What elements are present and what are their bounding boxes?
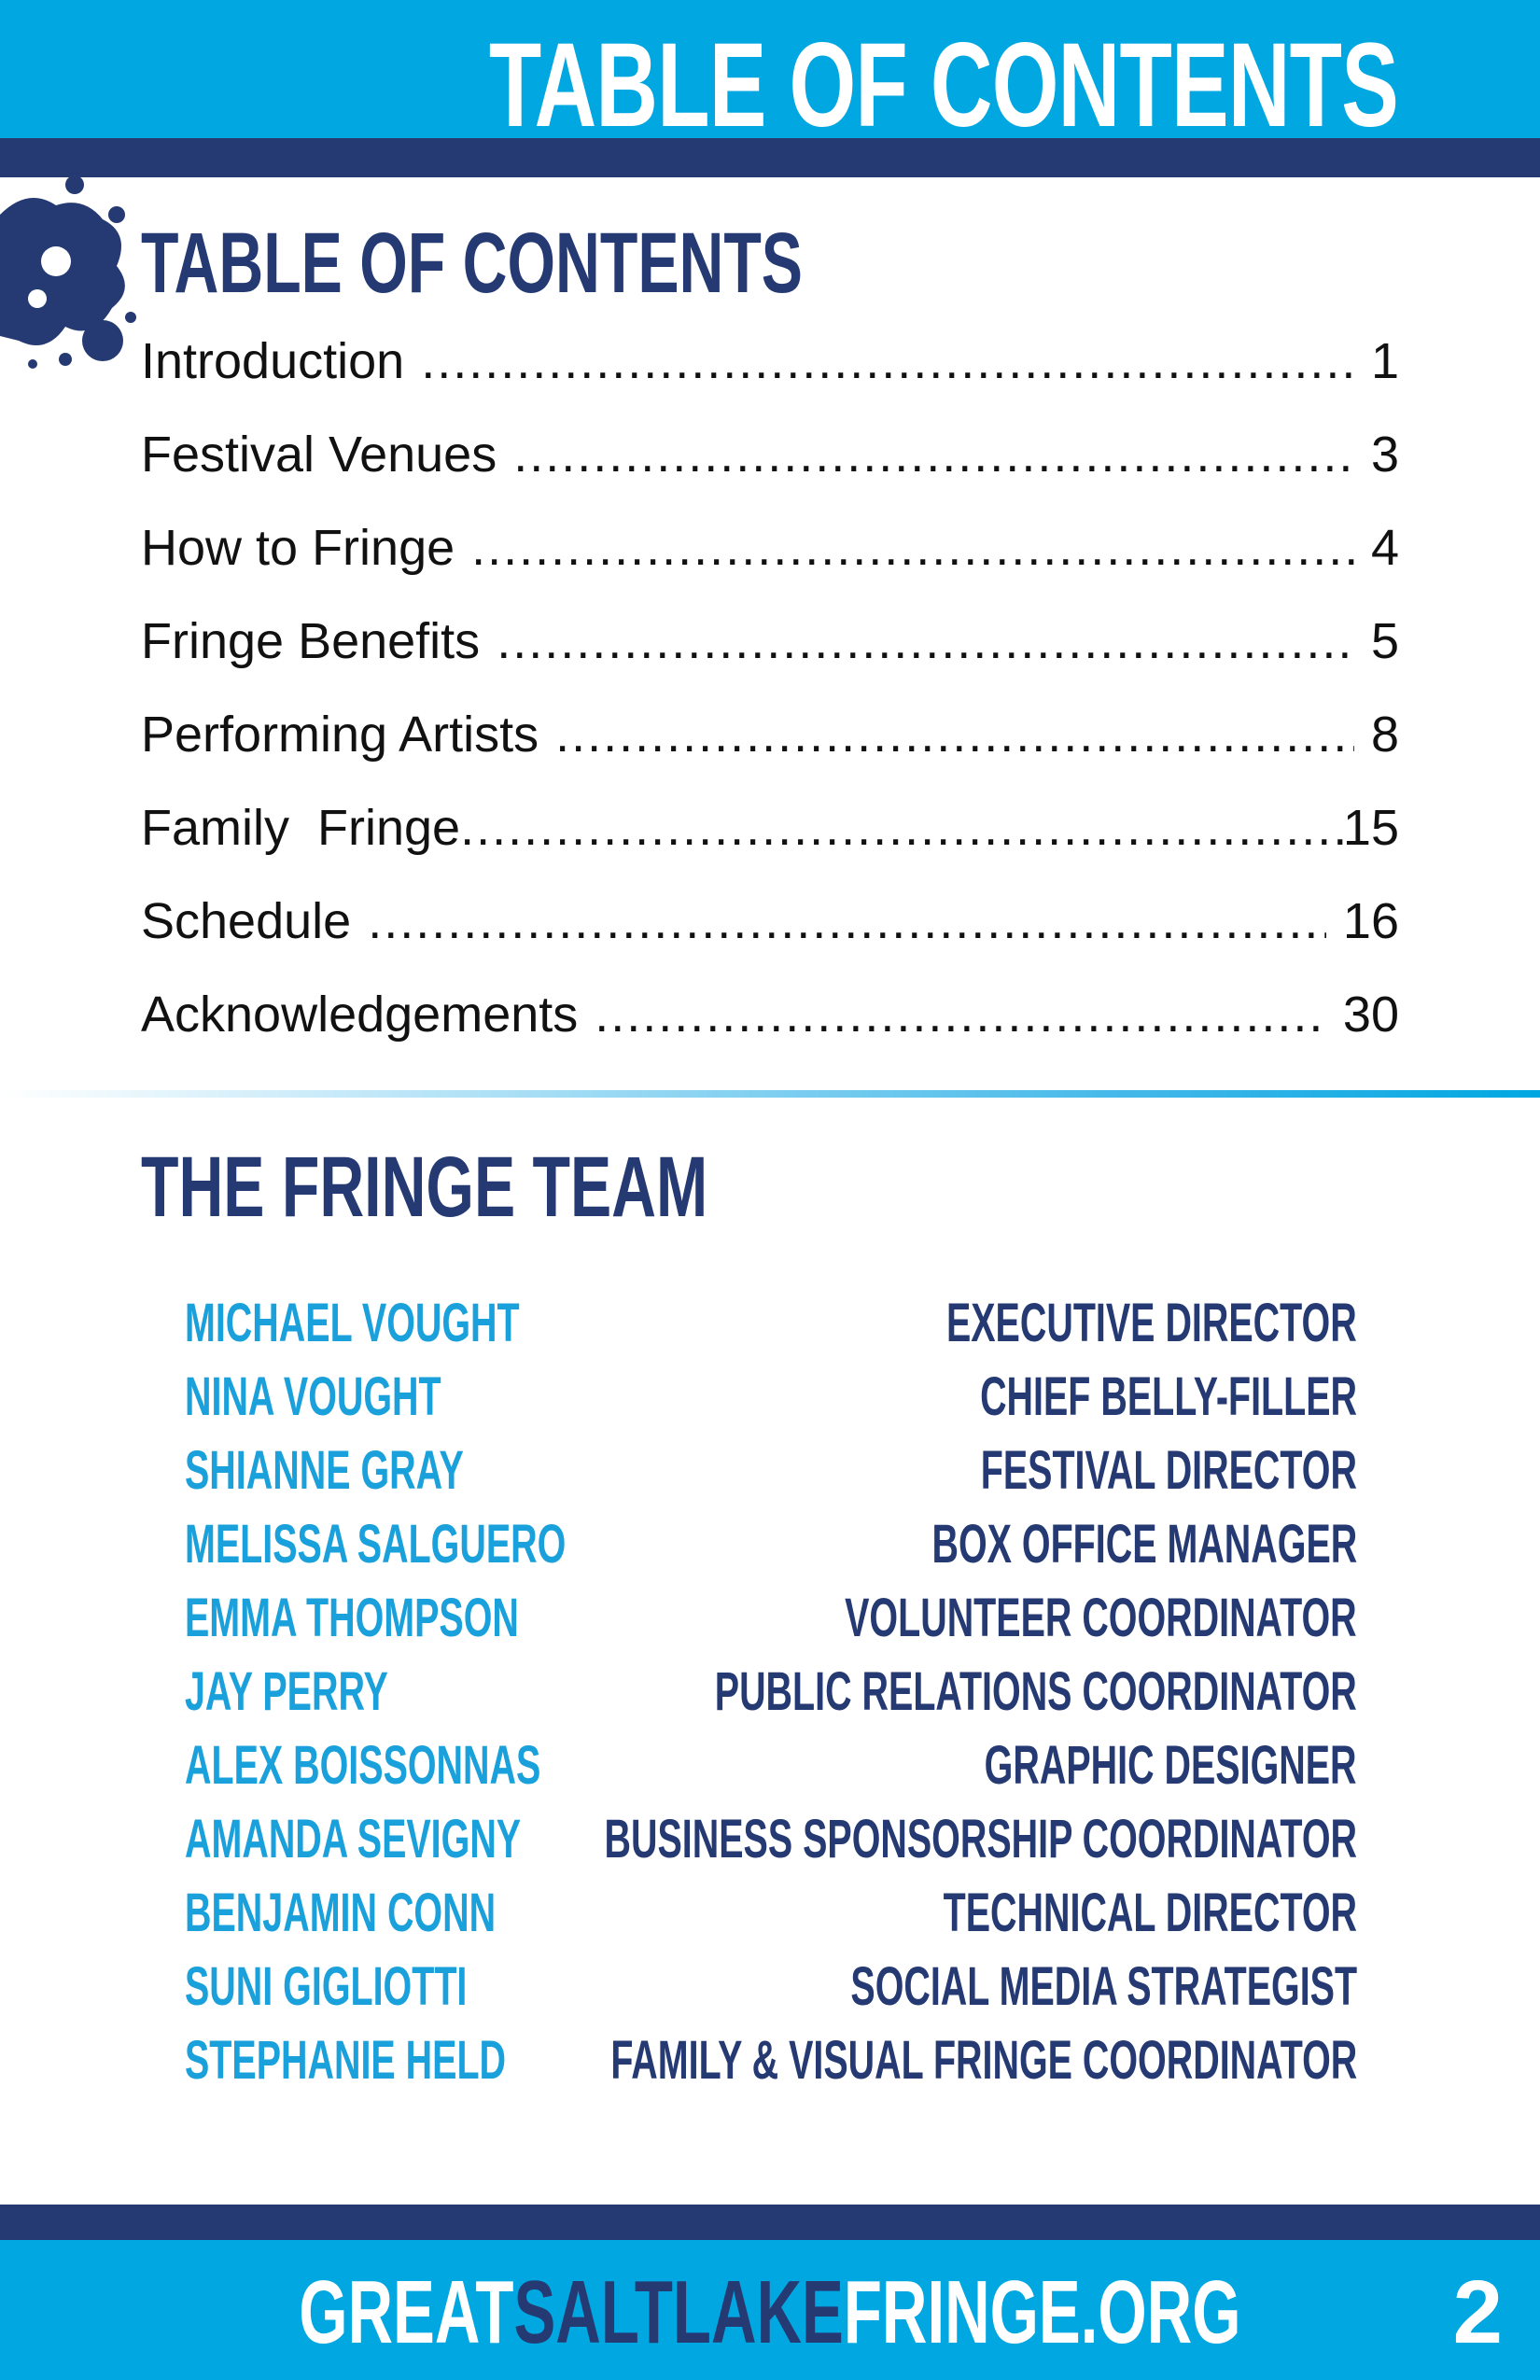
team-heading: THE FRINGE TEAM xyxy=(141,1140,708,1235)
member-name: NINA VOUGHT xyxy=(185,1366,441,1427)
member-role: BOX OFFICE MANAGER xyxy=(931,1514,1357,1575)
toc-label: Festival Venues xyxy=(141,427,497,483)
toc-leader xyxy=(497,609,1354,674)
member-name: EMMA THOMPSON xyxy=(185,1588,519,1648)
member-role: VOLUNTEER COORDINATOR xyxy=(845,1588,1357,1648)
toc-entry-family-fringe[interactable] xyxy=(141,795,1399,889)
url-part-saltlake: SALTLAKE xyxy=(513,2262,844,2362)
member-name: MELISSA SALGUERO xyxy=(185,1514,567,1575)
member-name: SHIANNE GRAY xyxy=(185,1440,464,1501)
paint-splatter-icon xyxy=(0,177,140,373)
toc-leader xyxy=(368,889,1326,954)
member-role: FAMILY & VISUAL FRINGE COORDINATOR xyxy=(610,2030,1357,2091)
toc-leader xyxy=(595,982,1326,1047)
toc-page-number: 16 xyxy=(1342,893,1399,949)
member-role: SOCIAL MEDIA STRATEGIST xyxy=(850,1956,1357,2017)
member-role: TECHNICAL DIRECTOR xyxy=(943,1883,1357,1943)
url-part-fringe: FRINGE.ORG xyxy=(843,2262,1241,2362)
toc-page-number: 3 xyxy=(1370,427,1399,483)
toc-entry-fringe-benefits[interactable] xyxy=(141,609,1399,702)
toc-entry-performing-artists[interactable] xyxy=(141,702,1399,795)
member-name: SUNI GIGLIOTTI xyxy=(185,1956,468,2017)
toc-page-number: 15 xyxy=(1342,800,1399,856)
team-member xyxy=(185,1434,1357,1507)
member-role: BUSINESS SPONSORSHIP COORDINATOR xyxy=(604,1809,1357,1869)
team-member xyxy=(185,1581,1357,1655)
footer-stripe xyxy=(0,2205,1540,2240)
member-role: FESTIVAL DIRECTOR xyxy=(980,1440,1357,1501)
team-member xyxy=(185,1950,1357,2023)
toc-leader xyxy=(555,702,1354,767)
toc-page-number: 4 xyxy=(1370,520,1399,576)
toc-page-number: 1 xyxy=(1370,333,1399,389)
toc-label: Introduction xyxy=(141,333,405,389)
member-name: JAY PERRY xyxy=(185,1661,388,1722)
team-member xyxy=(185,2023,1357,2097)
page-number: 2 xyxy=(1452,2262,1503,2362)
page-title: TABLE OF CONTENTS xyxy=(488,19,1398,152)
member-role: GRAPHIC DESIGNER xyxy=(985,1735,1357,1796)
toc-leader xyxy=(421,329,1354,394)
team-list xyxy=(185,1286,1357,2097)
toc-page-number: 30 xyxy=(1342,987,1399,1043)
toc-label: Schedule xyxy=(141,893,352,949)
member-role: CHIEF BELLY-FILLER xyxy=(980,1366,1357,1427)
toc-entry-introduction[interactable] xyxy=(141,329,1399,422)
member-name: AMANDA SEVIGNY xyxy=(185,1809,522,1869)
toc-label: Family Fringe xyxy=(141,800,461,856)
toc-entry-festival-venues[interactable] xyxy=(141,422,1399,515)
member-name: STEPHANIE HELD xyxy=(185,2030,507,2091)
toc-page-number: 8 xyxy=(1370,707,1399,763)
member-role: PUBLIC RELATIONS COORDINATOR xyxy=(714,1661,1357,1722)
toc-entry-how-to-fringe[interactable] xyxy=(141,515,1399,609)
member-name: BENJAMIN CONN xyxy=(185,1883,497,1943)
toc-page-number: 5 xyxy=(1370,613,1399,669)
team-member xyxy=(185,1729,1357,1802)
toc-heading: TABLE OF CONTENTS xyxy=(141,216,803,311)
team-member xyxy=(185,1507,1357,1581)
toc-list xyxy=(141,329,1399,1075)
website-link[interactable] xyxy=(0,2247,1540,2378)
team-member xyxy=(185,1360,1357,1434)
toc-label: Fringe Benefits xyxy=(141,613,481,669)
toc-label: How to Fringe xyxy=(141,520,455,576)
team-member xyxy=(185,1802,1357,1876)
team-member xyxy=(185,1286,1357,1360)
member-name: MICHAEL VOUGHT xyxy=(185,1293,520,1353)
section-divider xyxy=(0,1090,1540,1098)
toc-leader xyxy=(513,422,1354,487)
toc-entry-acknowledgements[interactable] xyxy=(141,982,1399,1075)
member-role: EXECUTIVE DIRECTOR xyxy=(946,1293,1357,1353)
toc-leader xyxy=(460,795,1343,861)
toc-leader xyxy=(471,515,1354,581)
team-member xyxy=(185,1655,1357,1729)
url-part-great: GREAT xyxy=(299,2262,514,2362)
toc-entry-schedule[interactable] xyxy=(141,889,1399,982)
team-member xyxy=(185,1876,1357,1950)
toc-label: Acknowledgements xyxy=(141,987,579,1043)
member-name: ALEX BOISSONNAS xyxy=(185,1735,541,1796)
toc-label: Performing Artists xyxy=(141,707,539,763)
